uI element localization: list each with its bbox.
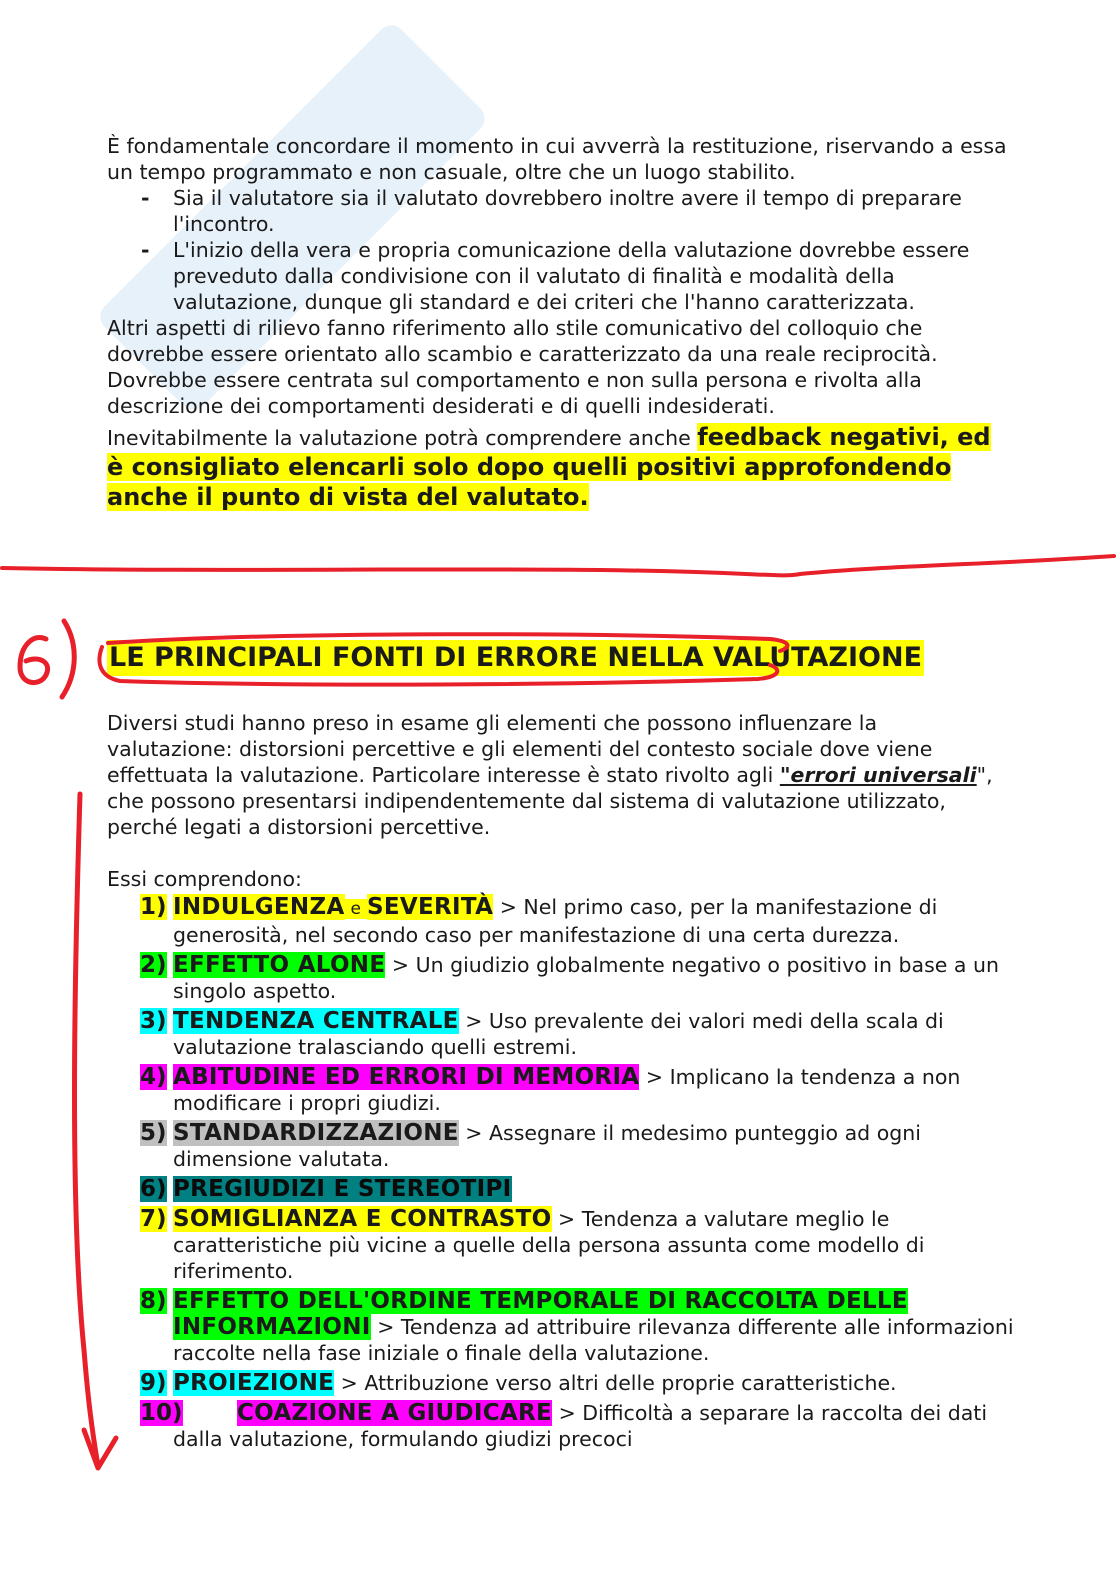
- item-heading: STANDARDIZZAZIONE: [173, 1120, 459, 1146]
- intro-paragraph-3: [107, 422, 1007, 512]
- list-item: [140, 1176, 1020, 1202]
- section-text-after: ", che possono presentarsi indipendentemente dal sistema di valutazione utilizzato, perché legati a distorsioni percettive.: [107, 763, 993, 839]
- list-item: [140, 1288, 1020, 1366]
- list-item: [140, 952, 1020, 1004]
- item-heading: PREGIUDIZI E STEREOTIPI: [173, 1176, 512, 1202]
- section-title: LE PRINCIPALI FONTI DI ERRORE NELLA VALUTAZIONE: [107, 640, 924, 676]
- red-arrow-annotation: [60, 790, 140, 1490]
- list-item: [140, 1370, 1020, 1396]
- list-item: [140, 1206, 1020, 1284]
- list-item: [140, 1400, 1020, 1452]
- item-number: 1): [140, 894, 167, 920]
- intro-block: [107, 133, 1007, 512]
- red-separator-line: [0, 548, 1116, 588]
- intro-bullet-2: [107, 237, 1007, 315]
- item-heading: EFFETTO ALONE: [173, 952, 386, 978]
- item-description: > Implicano la tendenza a non modificare i propri giudizi.: [173, 1065, 961, 1115]
- item-number: 8): [140, 1288, 167, 1314]
- intro-bullet-1: [107, 185, 1007, 237]
- intro-paragraph-1: È fondamentale concordare il momento in cui avverrà la restituzione, riservando a essa un tempo programmato e non casuale, oltre che un luogo stabilito.: [107, 134, 1007, 184]
- item-number: 6): [140, 1176, 167, 1202]
- item-number: 2): [140, 952, 167, 978]
- item-description: > Attribuzione verso altri delle proprie caratteristiche.: [334, 1371, 897, 1395]
- bullet-dash: -: [141, 238, 150, 262]
- intro-paragraph-2: Altri aspetti di rilievo fanno riferimento allo stile comunicativo del colloquio che dovrebbe essere orientato allo scambio e caratterizzato da una reale reciprocità. Dovrebbe essere centrata sul comportamento e non sulla persona e rivolta alla descrizione dei comportamenti desiderati e di quelli indesiderati.: [107, 316, 938, 418]
- item-number: 7): [140, 1206, 167, 1232]
- errors-list: [140, 894, 1020, 1452]
- item-number: 5): [140, 1120, 167, 1146]
- section-text-before: Diversi studi hanno preso in esame gli elementi che possono influenzare la valutazione: distorsioni percettive e gli elementi del contesto sociale dove viene effettuata la valutazione. Particolare interesse è stato rivolto agli: [107, 711, 933, 787]
- item-description: > Nel primo caso, per la manifestazione di generosità, nel secondo caso per manifestazione di una certa durezza.: [173, 895, 938, 947]
- red-title-circle: [90, 625, 810, 695]
- list-item: [140, 1064, 1020, 1116]
- item-joiner: e: [345, 899, 367, 919]
- item-heading: SOMIGLIANZA E CONTRASTO: [173, 1206, 552, 1232]
- item-heading: TENDENZA CENTRALE: [173, 1008, 459, 1034]
- item-heading: EFFETTO DELL'ORDINE TEMPORALE DI RACCOLTA DELLE INFORMAZIONI: [173, 1288, 908, 1340]
- item-description: > Assegnare il medesimo punteggio ad ogni dimensione valutata.: [173, 1121, 921, 1171]
- item-number: 4): [140, 1064, 167, 1090]
- item-heading: COAZIONE A GIUDICARE: [237, 1400, 553, 1426]
- list-item: [140, 1120, 1020, 1172]
- item-number: 3): [140, 1008, 167, 1034]
- errori-universali-emphasis: "errori universali: [779, 763, 977, 787]
- feedback-highlight: feedback negativi, ed è consigliato elencarli solo dopo quelli positivi approfondendo anche il punto di vista del valutato.: [107, 423, 991, 511]
- item-heading-2: SEVERITÀ: [367, 894, 494, 920]
- bullet-text: Sia il valutatore sia il valutato dovrebbero inoltre avere il tempo di preparare l'incontro.: [173, 186, 962, 236]
- item-heading: PROIEZIONE: [173, 1370, 335, 1396]
- feedback-lead: Inevitabilmente la valutazione potrà comprendere anche: [107, 426, 698, 450]
- item-description: > Uso prevalente dei valori medi della scala di valutazione tralasciando quelli estremi.: [173, 1009, 944, 1059]
- item-number: 10): [140, 1400, 183, 1426]
- item-description: > Tendenza ad attribuire rilevanza differente alle informazioni raccolte nella fase iniziale o finale della valutazione.: [173, 1315, 1014, 1365]
- bullet-dash: -: [141, 186, 150, 210]
- list-item: [140, 894, 1020, 948]
- list-lead: Essi comprendono:: [107, 867, 302, 891]
- item-heading: INDULGENZA: [173, 894, 345, 920]
- handwritten-number-annotation: [6, 615, 86, 705]
- item-description: > Difficoltà a separare la raccolta dei dati dalla valutazione, formulando giudizi precoci: [173, 1401, 988, 1451]
- item-description: > Tendenza a valutare meglio le caratteristiche più vicine a quelle della persona assunta come modello di riferimento.: [173, 1207, 925, 1283]
- item-description: > Un giudizio globalmente negativo o positivo in base a un singolo aspetto.: [173, 953, 999, 1003]
- bullet-text: L'inizio della vera e propria comunicazione della valutazione dovrebbe essere preveduto dalla condivisione con il valutato di finalità e modalità della valutazione, dunque gli standard e dei criteri che l'hanno caratterizzata.: [173, 238, 970, 314]
- section-paragraph: [107, 710, 1007, 840]
- item-heading: ABITUDINE ED ERRORI DI MEMORIA: [173, 1064, 640, 1090]
- section-intro: [107, 710, 1007, 892]
- list-item: [140, 1008, 1020, 1060]
- item-number: 9): [140, 1370, 167, 1396]
